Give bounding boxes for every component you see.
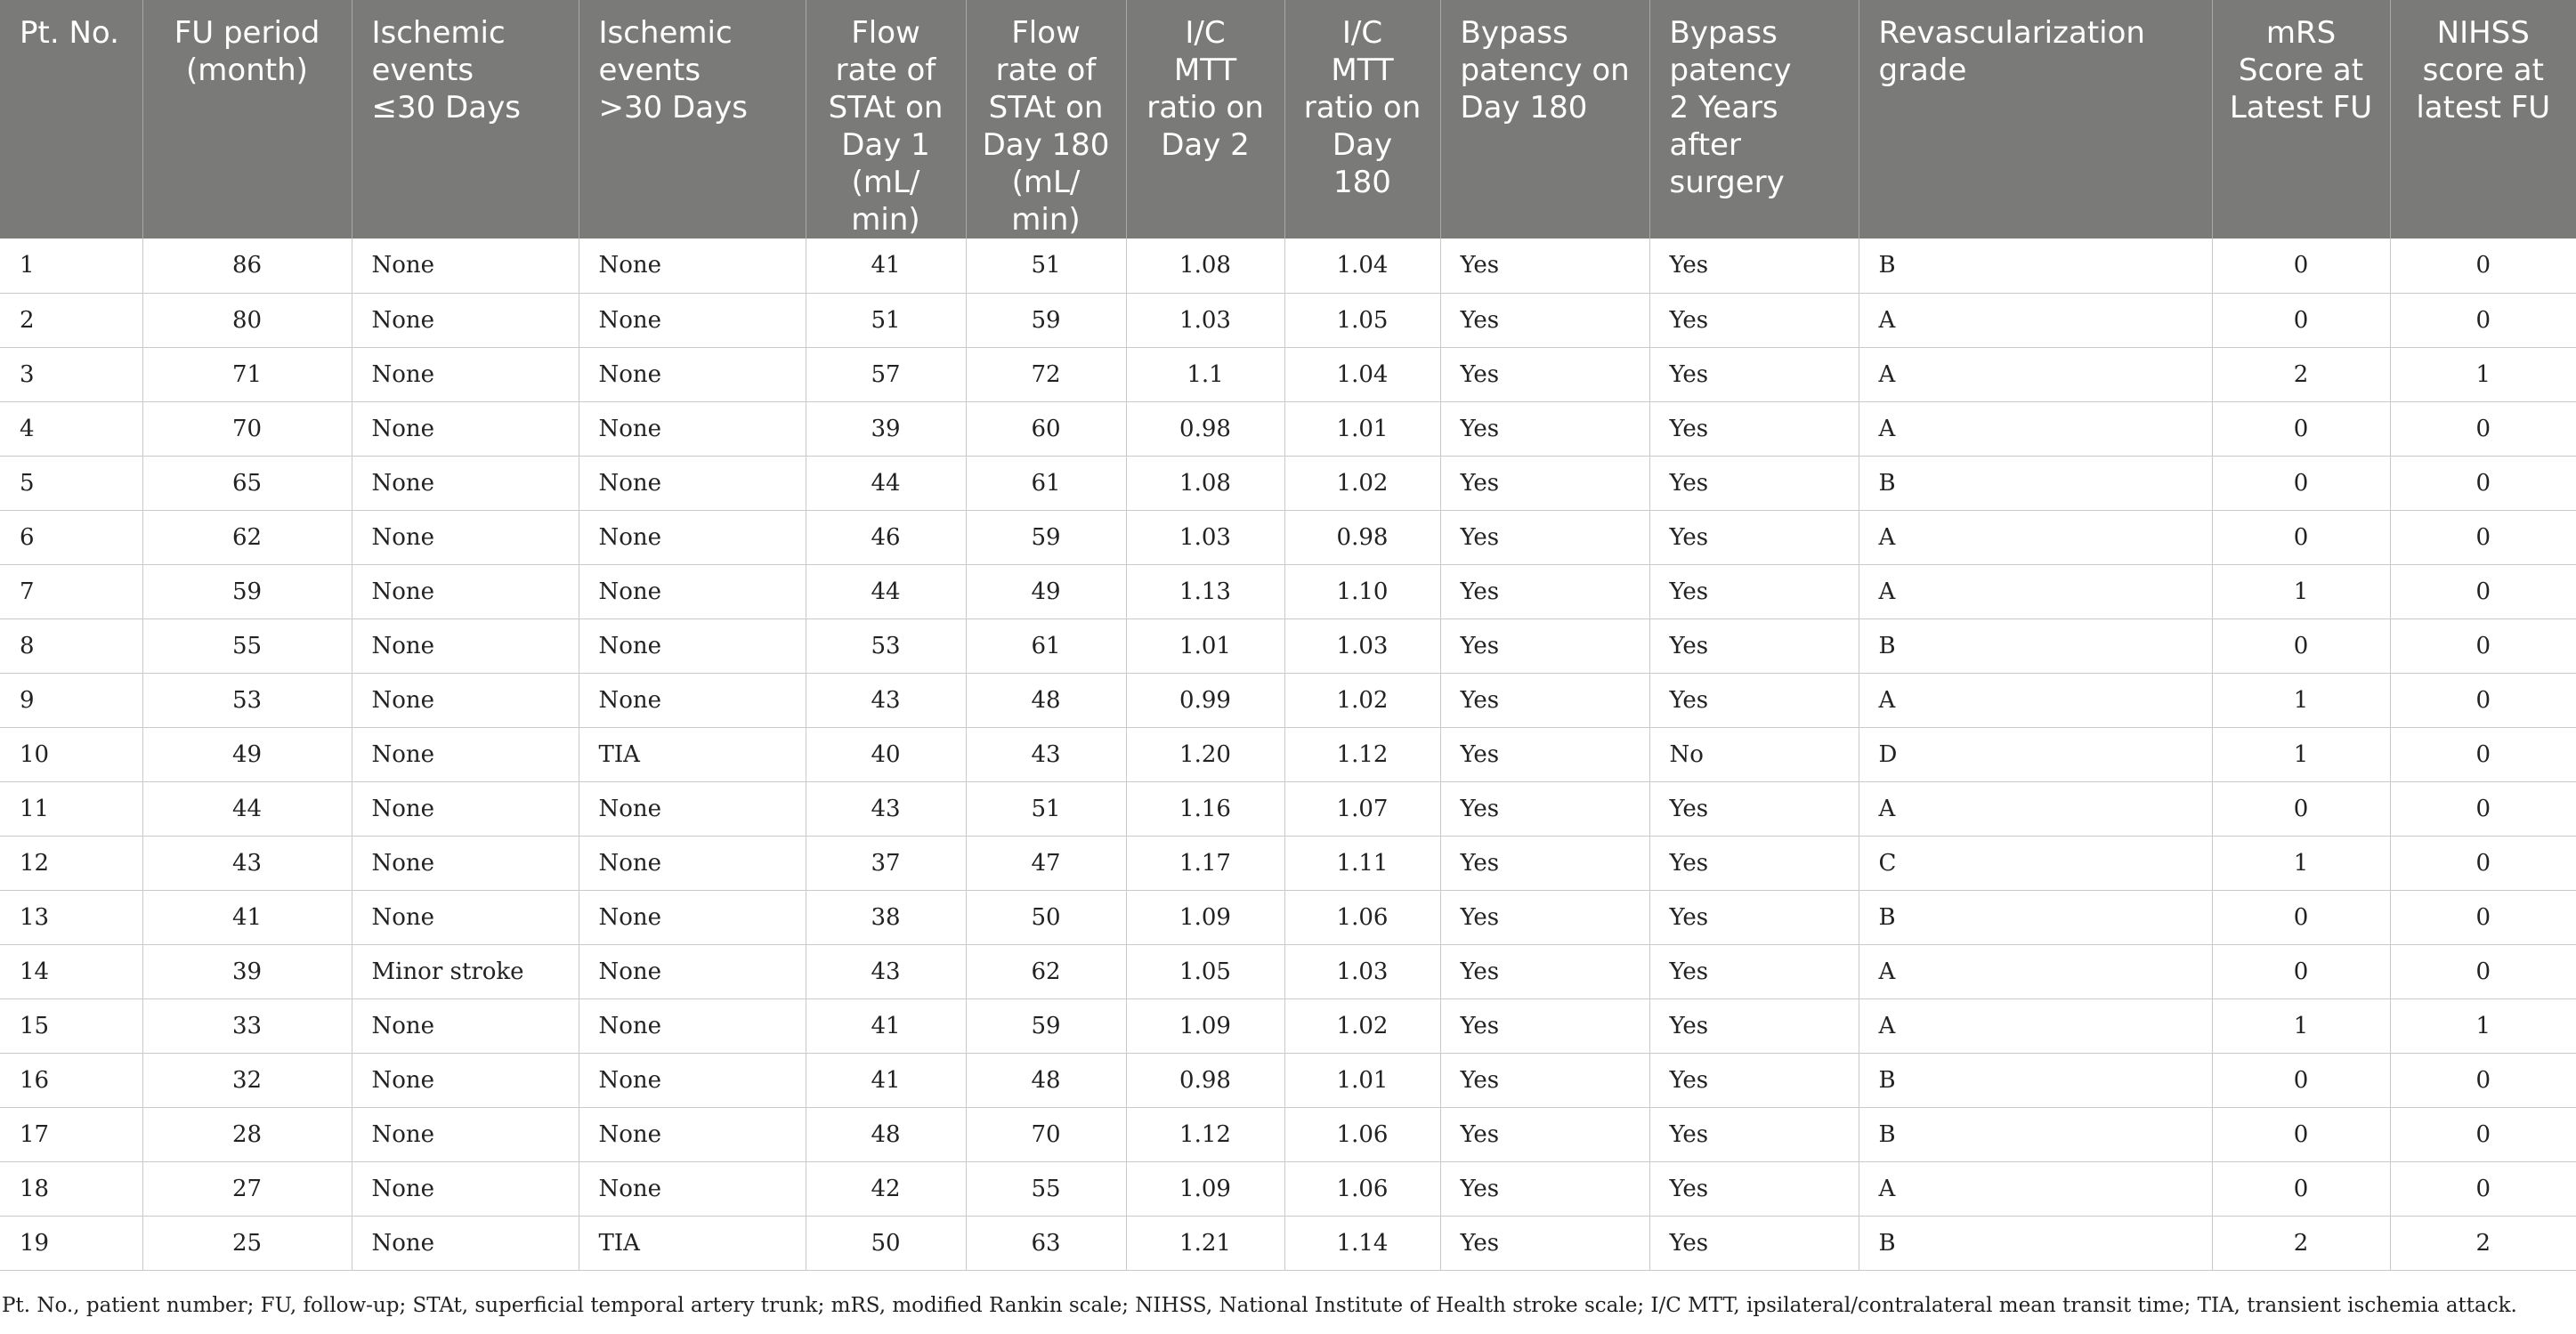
cell-ischemic-gt30: None <box>579 1107 806 1161</box>
cell-nihss: 2 <box>2390 1216 2576 1270</box>
cell-flow-day1: 41 <box>806 1053 966 1107</box>
cell-pt-no: 11 <box>0 781 142 836</box>
cell-mtt-day180: 1.03 <box>1284 944 1440 998</box>
cell-mtt-day2: 1.17 <box>1126 836 1284 890</box>
cell-ischemic-le30: None <box>352 401 579 456</box>
cell-mtt-day180: 1.14 <box>1284 1216 1440 1270</box>
cell-flow-day1: 46 <box>806 510 966 564</box>
cell-nihss: 0 <box>2390 944 2576 998</box>
cell-mrs: 0 <box>2212 1107 2390 1161</box>
cell-mtt-day2: 0.98 <box>1126 401 1284 456</box>
cell-patency-2y: No <box>1649 727 1859 781</box>
cell-ischemic-gt30: None <box>579 1053 806 1107</box>
cell-patency-day180: Yes <box>1440 673 1649 727</box>
header-fu-period: FU period (month) <box>142 0 352 239</box>
cell-pt-no: 6 <box>0 510 142 564</box>
cell-mtt-day2: 0.98 <box>1126 1053 1284 1107</box>
table-row <box>0 618 2576 673</box>
cell-nihss: 0 <box>2390 456 2576 510</box>
cell-pt-no: 9 <box>0 673 142 727</box>
cell-ischemic-gt30: None <box>579 673 806 727</box>
cell-flow-day180: 43 <box>966 727 1126 781</box>
cell-flow-day1: 51 <box>806 293 966 347</box>
cell-revasc-grade: C <box>1859 836 2212 890</box>
table-row <box>0 1053 2576 1107</box>
table-row <box>0 673 2576 727</box>
cell-pt-no: 7 <box>0 564 142 618</box>
cell-nihss: 0 <box>2390 1053 2576 1107</box>
cell-mtt-day180: 1.04 <box>1284 347 1440 401</box>
cell-mtt-day2: 1.1 <box>1126 347 1284 401</box>
cell-mtt-day180: 1.06 <box>1284 1107 1440 1161</box>
cell-patency-day180: Yes <box>1440 618 1649 673</box>
table-row <box>0 293 2576 347</box>
table-row <box>0 456 2576 510</box>
table-row <box>0 836 2576 890</box>
cell-nihss: 1 <box>2390 347 2576 401</box>
cell-mrs: 2 <box>2212 1216 2390 1270</box>
cell-nihss: 0 <box>2390 673 2576 727</box>
cell-revasc-grade: A <box>1859 564 2212 618</box>
cell-mtt-day2: 0.99 <box>1126 673 1284 727</box>
cell-ischemic-gt30: None <box>579 510 806 564</box>
table-row <box>0 1107 2576 1161</box>
header-mtt-day2: I/C MTT ratio on Day 2 <box>1126 0 1284 239</box>
cell-pt-no: 4 <box>0 401 142 456</box>
cell-ischemic-le30: None <box>352 781 579 836</box>
cell-ischemic-gt30: None <box>579 293 806 347</box>
cell-ischemic-gt30: None <box>579 890 806 944</box>
cell-nihss: 1 <box>2390 998 2576 1053</box>
header-nihss: NIHSS score at latest FU <box>2390 0 2576 239</box>
cell-mrs: 1 <box>2212 673 2390 727</box>
table-row <box>0 727 2576 781</box>
table-row <box>0 1216 2576 1270</box>
cell-ischemic-gt30: None <box>579 347 806 401</box>
cell-mtt-day2: 1.05 <box>1126 944 1284 998</box>
cell-nihss: 0 <box>2390 401 2576 456</box>
cell-patency-day180: Yes <box>1440 727 1649 781</box>
cell-mtt-day180: 1.02 <box>1284 998 1440 1053</box>
cell-mrs: 0 <box>2212 510 2390 564</box>
table-body <box>0 239 2576 1270</box>
cell-patency-day180: Yes <box>1440 239 1649 293</box>
cell-pt-no: 13 <box>0 890 142 944</box>
cell-patency-2y: Yes <box>1649 456 1859 510</box>
cell-mrs: 0 <box>2212 781 2390 836</box>
cell-ischemic-le30: None <box>352 618 579 673</box>
cell-flow-day180: 59 <box>966 510 1126 564</box>
cell-ischemic-le30: None <box>352 727 579 781</box>
cell-mtt-day2: 1.01 <box>1126 618 1284 673</box>
cell-flow-day1: 48 <box>806 1107 966 1161</box>
cell-pt-no: 17 <box>0 1107 142 1161</box>
cell-patency-2y: Yes <box>1649 239 1859 293</box>
cell-patency-day180: Yes <box>1440 944 1649 998</box>
cell-patency-2y: Yes <box>1649 618 1859 673</box>
cell-patency-day180: Yes <box>1440 510 1649 564</box>
cell-flow-day1: 43 <box>806 781 966 836</box>
cell-revasc-grade: B <box>1859 1107 2212 1161</box>
cell-mrs: 0 <box>2212 1053 2390 1107</box>
cell-ischemic-gt30: None <box>579 1161 806 1216</box>
header-row <box>0 0 2576 239</box>
cell-mtt-day2: 1.20 <box>1126 727 1284 781</box>
cell-pt-no: 19 <box>0 1216 142 1270</box>
cell-patency-2y: Yes <box>1649 998 1859 1053</box>
cell-mtt-day180: 1.02 <box>1284 673 1440 727</box>
cell-flow-day180: 51 <box>966 781 1126 836</box>
cell-fu-period: 53 <box>142 673 352 727</box>
cell-revasc-grade: A <box>1859 401 2212 456</box>
cell-mrs: 1 <box>2212 727 2390 781</box>
cell-ischemic-le30: None <box>352 998 579 1053</box>
cell-ischemic-le30: Minor stroke <box>352 944 579 998</box>
cell-mtt-day180: 1.06 <box>1284 890 1440 944</box>
cell-mrs: 2 <box>2212 347 2390 401</box>
cell-pt-no: 12 <box>0 836 142 890</box>
cell-patency-2y: Yes <box>1649 673 1859 727</box>
cell-flow-day1: 44 <box>806 564 966 618</box>
cell-nihss: 0 <box>2390 1161 2576 1216</box>
cell-ischemic-le30: None <box>352 1107 579 1161</box>
table-row <box>0 564 2576 618</box>
cell-revasc-grade: A <box>1859 1161 2212 1216</box>
cell-patency-2y: Yes <box>1649 1161 1859 1216</box>
cell-patency-2y: Yes <box>1649 1107 1859 1161</box>
cell-patency-day180: Yes <box>1440 1161 1649 1216</box>
cell-flow-day180: 48 <box>966 1053 1126 1107</box>
cell-ischemic-gt30: None <box>579 944 806 998</box>
header-flow-day1: Flow rate of STAt on Day 1 (mL/ min) <box>806 0 966 239</box>
cell-nihss: 0 <box>2390 239 2576 293</box>
cell-flow-day1: 42 <box>806 1161 966 1216</box>
header-mrs: mRS Score at Latest FU <box>2212 0 2390 239</box>
cell-ischemic-le30: None <box>352 890 579 944</box>
cell-nihss: 0 <box>2390 510 2576 564</box>
cell-flow-day1: 57 <box>806 347 966 401</box>
cell-mrs: 0 <box>2212 1161 2390 1216</box>
cell-ischemic-gt30: None <box>579 781 806 836</box>
cell-ischemic-gt30: TIA <box>579 727 806 781</box>
cell-flow-day1: 41 <box>806 998 966 1053</box>
cell-flow-day1: 41 <box>806 239 966 293</box>
cell-mrs: 1 <box>2212 836 2390 890</box>
cell-ischemic-le30: None <box>352 1161 579 1216</box>
cell-ischemic-le30: None <box>352 564 579 618</box>
cell-flow-day1: 37 <box>806 836 966 890</box>
table-row <box>0 998 2576 1053</box>
cell-fu-period: 39 <box>142 944 352 998</box>
cell-patency-day180: Yes <box>1440 1107 1649 1161</box>
cell-mtt-day180: 1.02 <box>1284 456 1440 510</box>
header-patency-day180: Bypass patency on Day 180 <box>1440 0 1649 239</box>
cell-nihss: 0 <box>2390 564 2576 618</box>
cell-flow-day1: 43 <box>806 673 966 727</box>
cell-patency-2y: Yes <box>1649 944 1859 998</box>
header-ischemic-le30: Ischemic events ≤30 Days <box>352 0 579 239</box>
table-row <box>0 347 2576 401</box>
cell-revasc-grade: B <box>1859 618 2212 673</box>
cell-ischemic-le30: None <box>352 1053 579 1107</box>
cell-fu-period: 28 <box>142 1107 352 1161</box>
cell-mrs: 0 <box>2212 456 2390 510</box>
cell-pt-no: 2 <box>0 293 142 347</box>
cell-flow-day180: 49 <box>966 564 1126 618</box>
table-row <box>0 510 2576 564</box>
cell-mrs: 0 <box>2212 401 2390 456</box>
cell-flow-day180: 51 <box>966 239 1126 293</box>
cell-fu-period: 59 <box>142 564 352 618</box>
header-revasc-grade: Revascularization grade <box>1859 0 2212 239</box>
cell-fu-period: 71 <box>142 347 352 401</box>
cell-fu-period: 32 <box>142 1053 352 1107</box>
cell-mrs: 0 <box>2212 944 2390 998</box>
cell-mtt-day180: 1.06 <box>1284 1161 1440 1216</box>
header-flow-day180: Flow rate of STAt on Day 180 (mL/ min) <box>966 0 1126 239</box>
header-ischemic-gt30: Ischemic events >30 Days <box>579 0 806 239</box>
cell-mtt-day2: 1.03 <box>1126 510 1284 564</box>
cell-mtt-day180: 1.07 <box>1284 781 1440 836</box>
cell-revasc-grade: A <box>1859 673 2212 727</box>
cell-patency-day180: Yes <box>1440 1216 1649 1270</box>
cell-mtt-day2: 1.12 <box>1126 1107 1284 1161</box>
cell-patency-2y: Yes <box>1649 564 1859 618</box>
cell-fu-period: 65 <box>142 456 352 510</box>
cell-mtt-day180: 1.05 <box>1284 293 1440 347</box>
cell-fu-period: 49 <box>142 727 352 781</box>
cell-mrs: 0 <box>2212 890 2390 944</box>
cell-nihss: 0 <box>2390 293 2576 347</box>
table-row <box>0 781 2576 836</box>
cell-ischemic-le30: None <box>352 510 579 564</box>
cell-ischemic-le30: None <box>352 239 579 293</box>
cell-mtt-day180: 1.04 <box>1284 239 1440 293</box>
cell-flow-day180: 62 <box>966 944 1126 998</box>
cell-revasc-grade: A <box>1859 998 2212 1053</box>
cell-revasc-grade: B <box>1859 456 2212 510</box>
cell-revasc-grade: A <box>1859 944 2212 998</box>
cell-revasc-grade: A <box>1859 781 2212 836</box>
table-row <box>0 401 2576 456</box>
cell-flow-day180: 60 <box>966 401 1126 456</box>
cell-nihss: 0 <box>2390 618 2576 673</box>
cell-patency-2y: Yes <box>1649 781 1859 836</box>
cell-pt-no: 15 <box>0 998 142 1053</box>
cell-fu-period: 27 <box>142 1161 352 1216</box>
cell-nihss: 0 <box>2390 836 2576 890</box>
cell-revasc-grade: B <box>1859 239 2212 293</box>
cell-flow-day1: 50 <box>806 1216 966 1270</box>
cell-patency-2y: Yes <box>1649 1216 1859 1270</box>
cell-ischemic-le30: None <box>352 456 579 510</box>
cell-patency-2y: Yes <box>1649 401 1859 456</box>
cell-revasc-grade: D <box>1859 727 2212 781</box>
cell-flow-day1: 38 <box>806 890 966 944</box>
table-footnote: Pt. No., patient number; FU, follow-up; STAt, superficial temporal artery trunk; mRS, modified Rankin scale; NIHSS, National Institute of Health stroke scale; I/C MTT, ipsilateral/contralateral mean transit time; TIA, transient ischemia attack. <box>2 1294 2517 1317</box>
table-row <box>0 1161 2576 1216</box>
cell-patency-2y: Yes <box>1649 293 1859 347</box>
cell-flow-day1: 53 <box>806 618 966 673</box>
cell-fu-period: 41 <box>142 890 352 944</box>
table-row <box>0 239 2576 293</box>
cell-ischemic-gt30: None <box>579 564 806 618</box>
cell-patency-day180: Yes <box>1440 293 1649 347</box>
cell-fu-period: 33 <box>142 998 352 1053</box>
cell-revasc-grade: A <box>1859 510 2212 564</box>
cell-revasc-grade: A <box>1859 293 2212 347</box>
cell-patency-day180: Yes <box>1440 401 1649 456</box>
cell-pt-no: 14 <box>0 944 142 998</box>
cell-mtt-day180: 1.01 <box>1284 401 1440 456</box>
cell-flow-day180: 50 <box>966 890 1126 944</box>
cell-mtt-day180: 1.11 <box>1284 836 1440 890</box>
cell-fu-period: 44 <box>142 781 352 836</box>
cell-ischemic-le30: None <box>352 293 579 347</box>
cell-revasc-grade: B <box>1859 890 2212 944</box>
cell-patency-2y: Yes <box>1649 1053 1859 1107</box>
cell-flow-day180: 72 <box>966 347 1126 401</box>
cell-patency-day180: Yes <box>1440 781 1649 836</box>
cell-fu-period: 80 <box>142 293 352 347</box>
cell-ischemic-gt30: TIA <box>579 1216 806 1270</box>
cell-ischemic-le30: None <box>352 347 579 401</box>
cell-flow-day180: 59 <box>966 293 1126 347</box>
cell-mtt-day180: 1.12 <box>1284 727 1440 781</box>
cell-patency-2y: Yes <box>1649 347 1859 401</box>
cell-pt-no: 8 <box>0 618 142 673</box>
cell-mtt-day2: 1.08 <box>1126 239 1284 293</box>
cell-patency-day180: Yes <box>1440 1053 1649 1107</box>
cell-mrs: 1 <box>2212 564 2390 618</box>
cell-nihss: 0 <box>2390 781 2576 836</box>
cell-pt-no: 5 <box>0 456 142 510</box>
cell-ischemic-gt30: None <box>579 836 806 890</box>
cell-patency-day180: Yes <box>1440 890 1649 944</box>
cell-pt-no: 10 <box>0 727 142 781</box>
cell-pt-no: 16 <box>0 1053 142 1107</box>
cell-pt-no: 18 <box>0 1161 142 1216</box>
cell-mtt-day2: 1.21 <box>1126 1216 1284 1270</box>
cell-patency-day180: Yes <box>1440 564 1649 618</box>
cell-fu-period: 25 <box>142 1216 352 1270</box>
cell-flow-day180: 47 <box>966 836 1126 890</box>
cell-fu-period: 86 <box>142 239 352 293</box>
cell-revasc-grade: B <box>1859 1053 2212 1107</box>
cell-mtt-day180: 0.98 <box>1284 510 1440 564</box>
cell-mtt-day180: 1.10 <box>1284 564 1440 618</box>
cell-fu-period: 70 <box>142 401 352 456</box>
cell-mtt-day2: 1.13 <box>1126 564 1284 618</box>
cell-patency-day180: Yes <box>1440 456 1649 510</box>
cell-mrs: 1 <box>2212 998 2390 1053</box>
cell-mtt-day180: 1.03 <box>1284 618 1440 673</box>
cell-mtt-day180: 1.01 <box>1284 1053 1440 1107</box>
cell-fu-period: 43 <box>142 836 352 890</box>
cell-ischemic-le30: None <box>352 673 579 727</box>
cell-flow-day180: 48 <box>966 673 1126 727</box>
cell-fu-period: 62 <box>142 510 352 564</box>
cell-flow-day180: 63 <box>966 1216 1126 1270</box>
cell-ischemic-gt30: None <box>579 239 806 293</box>
cell-mrs: 0 <box>2212 239 2390 293</box>
cell-pt-no: 1 <box>0 239 142 293</box>
cell-patency-day180: Yes <box>1440 347 1649 401</box>
cell-patency-day180: Yes <box>1440 836 1649 890</box>
cell-patency-day180: Yes <box>1440 998 1649 1053</box>
cell-flow-day180: 70 <box>966 1107 1126 1161</box>
cell-mrs: 0 <box>2212 293 2390 347</box>
cell-revasc-grade: A <box>1859 347 2212 401</box>
cell-flow-day180: 59 <box>966 998 1126 1053</box>
cell-ischemic-gt30: None <box>579 456 806 510</box>
header-mtt-day180: I/C MTT ratio on Day 180 <box>1284 0 1440 239</box>
cell-mtt-day2: 1.09 <box>1126 890 1284 944</box>
cell-ischemic-gt30: None <box>579 401 806 456</box>
table-row <box>0 890 2576 944</box>
cell-flow-day180: 61 <box>966 456 1126 510</box>
cell-nihss: 0 <box>2390 1107 2576 1161</box>
cell-mtt-day2: 1.16 <box>1126 781 1284 836</box>
cell-flow-day1: 43 <box>806 944 966 998</box>
cell-ischemic-le30: None <box>352 1216 579 1270</box>
cell-mtt-day2: 1.08 <box>1126 456 1284 510</box>
cell-ischemic-le30: None <box>352 836 579 890</box>
cell-flow-day180: 55 <box>966 1161 1126 1216</box>
cell-flow-day1: 44 <box>806 456 966 510</box>
cell-nihss: 0 <box>2390 890 2576 944</box>
cell-mtt-day2: 1.03 <box>1126 293 1284 347</box>
cell-flow-day1: 40 <box>806 727 966 781</box>
cell-mtt-day2: 1.09 <box>1126 1161 1284 1216</box>
cell-flow-day1: 39 <box>806 401 966 456</box>
cell-mrs: 0 <box>2212 618 2390 673</box>
cell-mtt-day2: 1.09 <box>1126 998 1284 1053</box>
header-patency-2y: Bypass patency 2 Years after surgery <box>1649 0 1859 239</box>
cell-pt-no: 3 <box>0 347 142 401</box>
cell-flow-day180: 61 <box>966 618 1126 673</box>
cell-fu-period: 55 <box>142 618 352 673</box>
table-row <box>0 944 2576 998</box>
cell-patency-2y: Yes <box>1649 510 1859 564</box>
cell-nihss: 0 <box>2390 727 2576 781</box>
header-pt-no: Pt. No. <box>0 0 142 239</box>
cell-revasc-grade: B <box>1859 1216 2212 1270</box>
cell-ischemic-gt30: None <box>579 618 806 673</box>
cell-patency-2y: Yes <box>1649 890 1859 944</box>
cell-patency-2y: Yes <box>1649 836 1859 890</box>
cell-ischemic-gt30: None <box>579 998 806 1053</box>
